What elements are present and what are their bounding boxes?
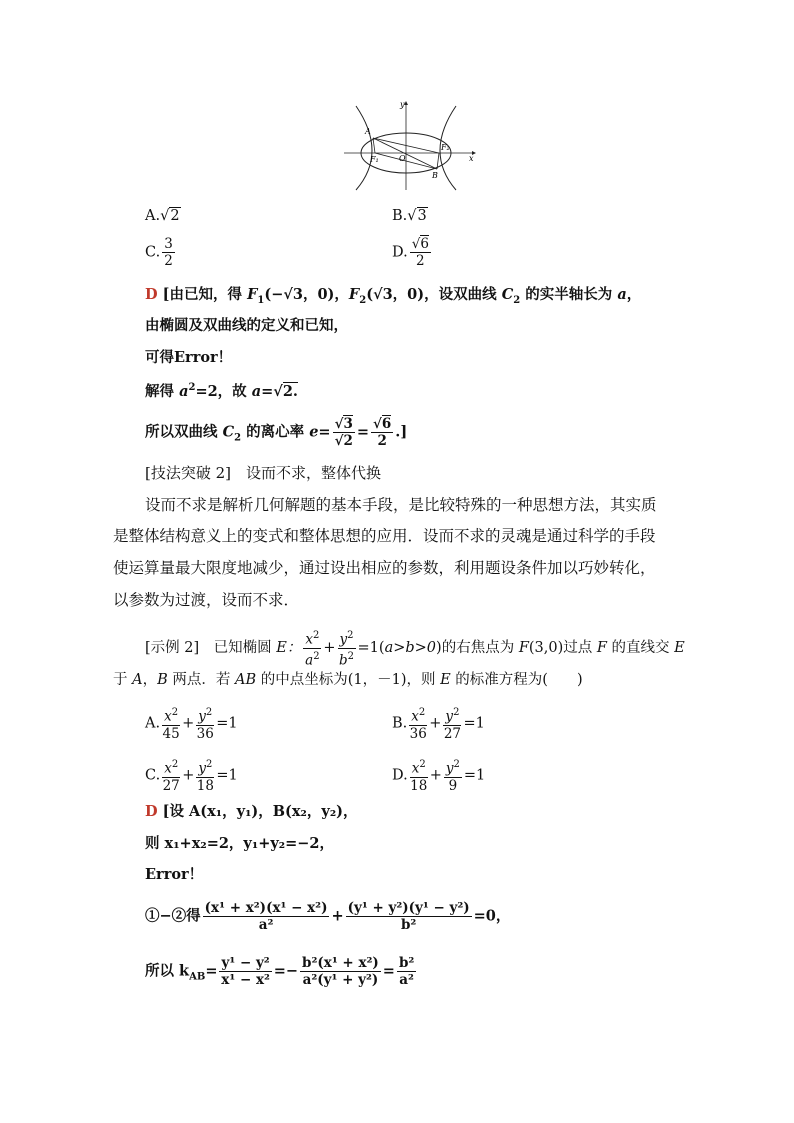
technique-para-line2: 是整体结构意义上的变式和整体思想的应用．设而不求的灵魂是通过科学的手段 [113,527,656,545]
solution1-line4: 解得 $a^2=2$，故 a=√2. [145,382,298,400]
y-axis-label: y [400,100,405,109]
q1-option-a [145,206,181,226]
example2-option-c: C. $\frac{x^2}{27}$ + $\frac{y^2}{18}$ =1 [145,759,238,794]
technique-para-line4: 以参数为过渡，设而不求． [113,591,300,609]
example2-line1: [示例 2] 已知椭圆 E： $\frac{x^2}{a^2}$ + $\frac{y^2}{b^2}$ =1(a>b>0)的右焦点为 F(3,0)过点 F 的直线交 E [145,630,685,668]
radicand: 3 [417,208,427,224]
sqrt-symbol: √3 [407,208,427,224]
fraction: $\frac{√6}{2}$ [373,416,392,449]
origin-label: O [399,154,406,163]
technique-para-line1: 设而不求是解析几何解题的基本手段，是比较特殊的一种思想方法，其实质 [145,496,657,514]
solution1-line5: 所以双曲线 $C_2$ 的离心率 e= $\frac{√3}{√2}$ = $\frac{√6}{2}$ .] [145,416,408,449]
fraction: $\frac{y^2}{b^2}$ [339,630,355,668]
point-f2-label: F₂ [441,143,450,152]
option-letter: D. [392,244,408,261]
solution2-line3: Error！ [145,866,204,883]
option-letter: C. [145,244,161,261]
option-letter: A. [145,208,161,224]
solution1-line3: 可得Error！ [145,349,233,366]
q1-option-b [392,206,428,226]
fraction: $\frac{√6}{2}$ [411,236,429,269]
example2-option-d: D. $\frac{x^2}{18}$ + $\frac{y^2}{9}$ =1 [392,759,486,794]
radicand: 2 [170,208,180,224]
q1-option-c [145,236,177,269]
solution1-line1: D [由已知，得 $F_1(-√3$，0)，$F_2(√3$，0)，设双曲线 $C_2$ 的实半轴长为 a， [145,286,642,306]
fraction: $\frac{x^2}{a^2}$ [305,630,320,668]
x-axis-label: x [469,154,474,163]
solution2-line1: D [设 A(x₁，y₁)，B(x₂，y₂)， [145,803,358,820]
option-letter: B. [392,208,408,224]
fraction: $\frac{√3}{√2}$ [334,416,353,449]
technique-para-line3: 使运算量最大限度地减少，通过设出相应的参数，利用题设条件加以巧妙转化， [113,559,656,577]
technique-title: [技法突破 2] 设而不求，整体代换 [145,464,382,482]
sqrt-symbol: √2 [160,208,180,224]
point-a-label: A [365,127,371,136]
ellipse-hyperbola-figure [342,98,478,192]
solution2-line4: ①−②得 $\frac{\text{(x¹ + x²)(x¹ − x²)}}{\text{a²}}$ + $\frac{\text{(y¹ + y²)(y¹ − y²)}}{\text{b²}}$ =0， [145,900,511,933]
fraction: $\frac{3}{2}$ [164,236,173,269]
q1-option-d [392,236,433,269]
point-b-label: B [432,171,438,180]
example2-option-a: A. $\frac{x^2}{45}$ + $\frac{y^2}{36}$ =1 [145,707,238,742]
answer-letter: D [145,286,158,303]
solution2-line5: 所以 $k_{AB}=$ $\frac{\text{y¹ − y²}}{\text{x¹ − x²}}$ =− $\frac{\text{b²(x¹ + x²)}}{\text{a²(y¹ + y²)}}$ = $\frac{\text{b²}}{\text{a²}}$ [145,955,415,988]
example2-line2: 于 A，B 两点．若 AB 的中点坐标为(1，－1)，则 E 的标准方程为( ) [113,672,583,688]
solution1-line2: 由椭圆及双曲线的定义和已知， [145,317,348,334]
point-f1-label: F₁ [370,155,379,164]
solution2-line2: 则 x₁+x₂=2，y₁+y₂=−2， [145,835,335,852]
answer-letter: D [145,803,158,820]
example2-option-b: B. $\frac{x^2}{36}$ + $\frac{y^2}{27}$ =1 [392,707,485,742]
